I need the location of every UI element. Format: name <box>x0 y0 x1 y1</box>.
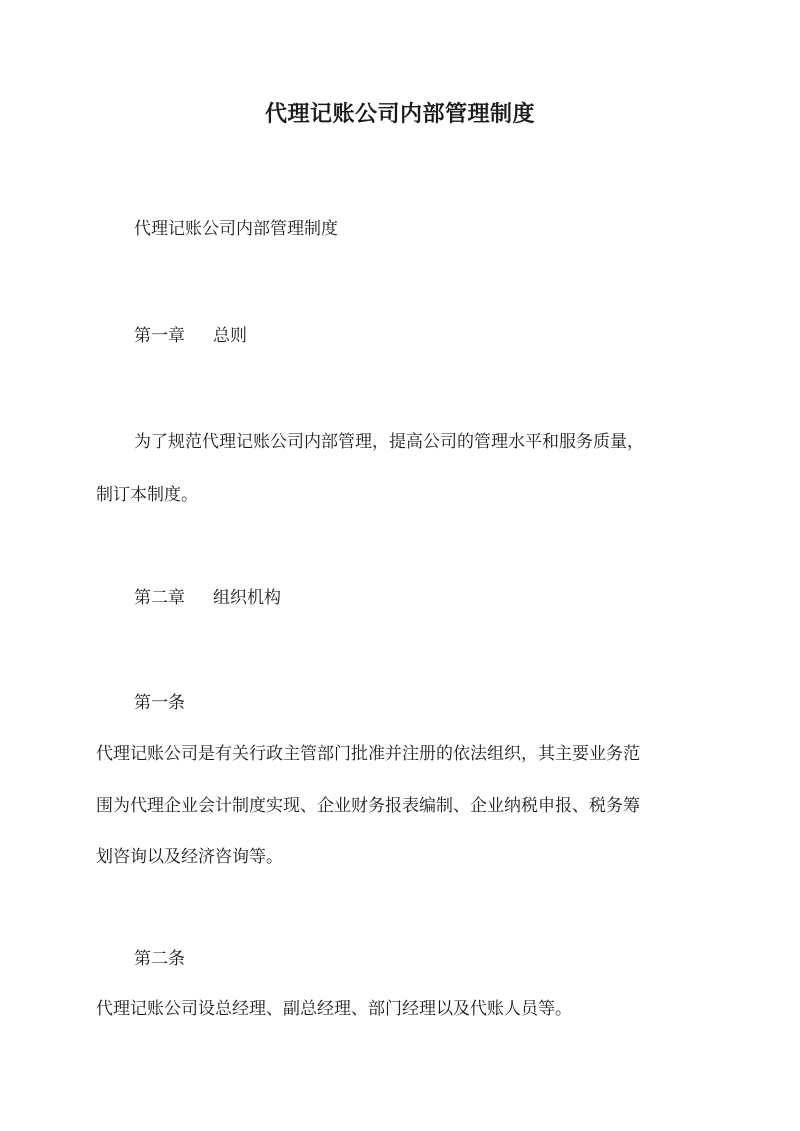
article-1-line-3: 划咨询以及经济咨询等。 <box>96 847 283 867</box>
document-title: 代理记账公司内部管理制度 <box>264 101 535 127</box>
chapter-1-name: 总则 <box>213 326 247 346</box>
article-1-heading: 第一条 <box>134 693 185 713</box>
article-2-heading: 第二条 <box>134 949 185 969</box>
chapter-2-heading <box>134 586 281 610</box>
chapter-1-heading <box>134 324 247 348</box>
article-1-line-1: 代理记账公司是有关行政主管部门批准并注册的依法组织，其主要业务范 <box>96 744 640 764</box>
chapter-1-number: 第一章 <box>134 326 185 346</box>
document-subtitle: 代理记账公司内部管理制度 <box>134 219 338 239</box>
chapter-2-name: 组织机构 <box>213 588 281 608</box>
intro-paragraph-line-1: 为了规范代理记账公司内部管理，提高公司的管理水平和服务质量， <box>134 432 644 452</box>
chapter-2-number: 第二章 <box>134 588 185 608</box>
intro-paragraph-line-2: 制订本制度。 <box>96 485 198 505</box>
article-2-line-1: 代理记账公司设总经理、副总经理、部门经理以及代账人员等。 <box>96 999 572 1019</box>
article-1-line-2: 围为代理企业会计制度实现、企业财务报表编制、企业纳税申报、税务筹 <box>96 796 640 816</box>
